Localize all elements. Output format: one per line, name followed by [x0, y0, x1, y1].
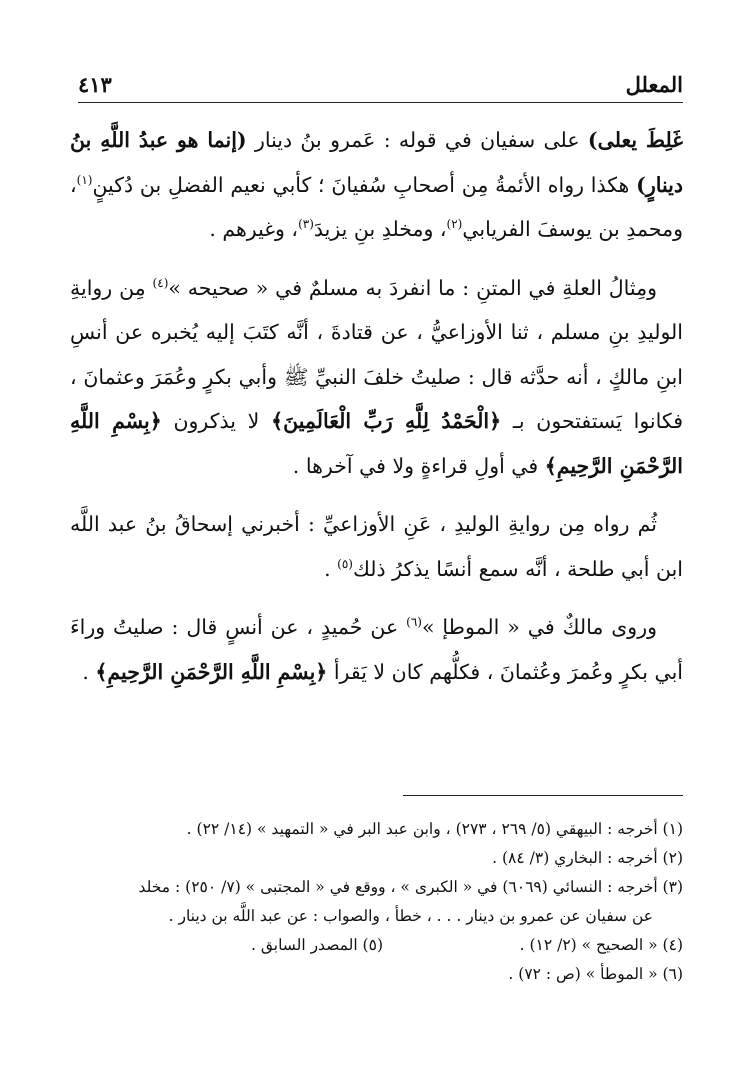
quran-verse: ﴿بِسْمِ اللَّهِ الرَّحْمَنِ الرَّحِيمِ﴾	[95, 659, 328, 684]
footnote-6: (٦) « الموطأ » (ص : ٧٢) .	[508, 965, 683, 983]
footnote-ref-1[interactable]: (١)	[76, 172, 93, 187]
paragraph-2	[70, 266, 683, 489]
running-title: المعلل	[625, 72, 683, 97]
bold-phrase: غَلِطَ يعلى)	[587, 128, 683, 152]
footnote-3: (٣) أخرجه : النسائي (٦٠٦٩) في « الكبرى » ، ووقع في « المجتبى » (٧/ ٢٥٠) : مخلد	[138, 878, 683, 896]
footnote-5: (٥) المصدر السابق .	[250, 936, 383, 954]
text-span: عن حُميدٍ ، عن أنسٍ قال : صليتُ وراءَ أبي بكرٍ وعُمرَ وعُثمانَ ، فكلُّهم كان لا يَقرأ	[70, 615, 683, 684]
footnote-3-continued	[70, 902, 683, 931]
footnotes	[70, 815, 683, 989]
text-span: مِن روايةِ الوليدِ بنِ مسلم ، ثنا الأوزاعيُّ ، عن قتادةَ ، أنَّه كتَبَ إليه يُخبره عن أنسِ ابنِ مالكٍ ، أنه حدَّثه قال : صليتُ خلفَ النبيِّ ﷺ وأبي بكرٍ وعُمَرَ وعثمانَ ، فكانوا يَستفتحون بـ	[70, 275, 684, 433]
main-text	[70, 118, 683, 694]
text-span: .	[324, 556, 338, 581]
footnote-ref-4[interactable]: (٤)	[152, 275, 169, 290]
footnote-separator	[403, 795, 683, 796]
text-span: على سفيان في قوله : عَمرو بنُ دينار	[246, 128, 588, 152]
quran-verse: ﴿بِسْمِ اللَّهِ الرَّحْمَنِ الرَّحِيمِ﴾	[70, 409, 683, 478]
text-span: ، ومخلدِ بنِ يزيدَ	[313, 217, 447, 241]
footnote-ref-5[interactable]: (٥)	[337, 556, 353, 571]
footnote-1: (١) أخرجه : البيهقي (٥/ ٢٦٩ ، ٢٧٣) ، وابن عبد البر في « التمهيد » (١٤/ ٢٢) .	[186, 820, 683, 838]
page-number: ٤١٣	[78, 72, 112, 97]
text-span: وروى مالكٌ في « الموطإ »	[421, 615, 657, 639]
text-span: ومِثالُ العلةِ في المتنِ : ما انفردَ به مسلمٌ في « صحيحه »	[168, 275, 657, 300]
paragraph-3	[70, 502, 683, 591]
text-span: عن سفيان عن عمرو بن دينار . . . ، خطأ ، والصواب : عن عبد اللَّه بن دينار .	[168, 907, 653, 925]
bold-phrase: (إنما هو عبدُ اللَّهِ بنُ دينارٍ)	[70, 128, 683, 197]
text-span: لا يذكرون	[161, 409, 272, 433]
text-span: هكذا رواه الأئمةُ مِن أصحابِ سُفيانَ ؛ كأبي نعيم الفضلِ بن دُكينٍ	[92, 172, 637, 197]
footnote-2: (٢) أخرجه : البخاري (٣/ ٨٤) .	[492, 849, 683, 867]
page-header	[78, 72, 683, 103]
footnote-ref-2[interactable]: (٢)	[446, 217, 463, 232]
paragraph-1	[70, 118, 683, 252]
text-span: ، ومحمدِ بن يوسفَ الفريابي	[70, 172, 683, 241]
footnote-row-4-5	[70, 931, 683, 960]
text-span: ، وغيرهم .	[209, 217, 299, 241]
footnote-ref-3[interactable]: (٣)	[298, 217, 314, 232]
text-span: ثُم رواه مِن روايةِ الوليدِ ، عَنِ الأوزاعيِّ : أخبرني إسحاقُ بنُ عبد اللَّه ابن أبي طلحة ، أنَّه سمع أنسًا يذكرُ ذلك	[70, 512, 683, 581]
footnote-4: (٤) « الصحيح » (٢/ ١٢) .	[519, 936, 683, 954]
text-span: في أولِ قراءةٍ ولا في آخرها .	[292, 453, 545, 478]
quran-verse: ﴿الْحَمْدُ لِلَّهِ رَبِّ الْعَالَمِينَ﴾	[271, 409, 502, 433]
paragraph-4	[70, 605, 683, 694]
text-span: .	[82, 659, 96, 684]
footnote-ref-6[interactable]: (٦)	[406, 615, 422, 630]
